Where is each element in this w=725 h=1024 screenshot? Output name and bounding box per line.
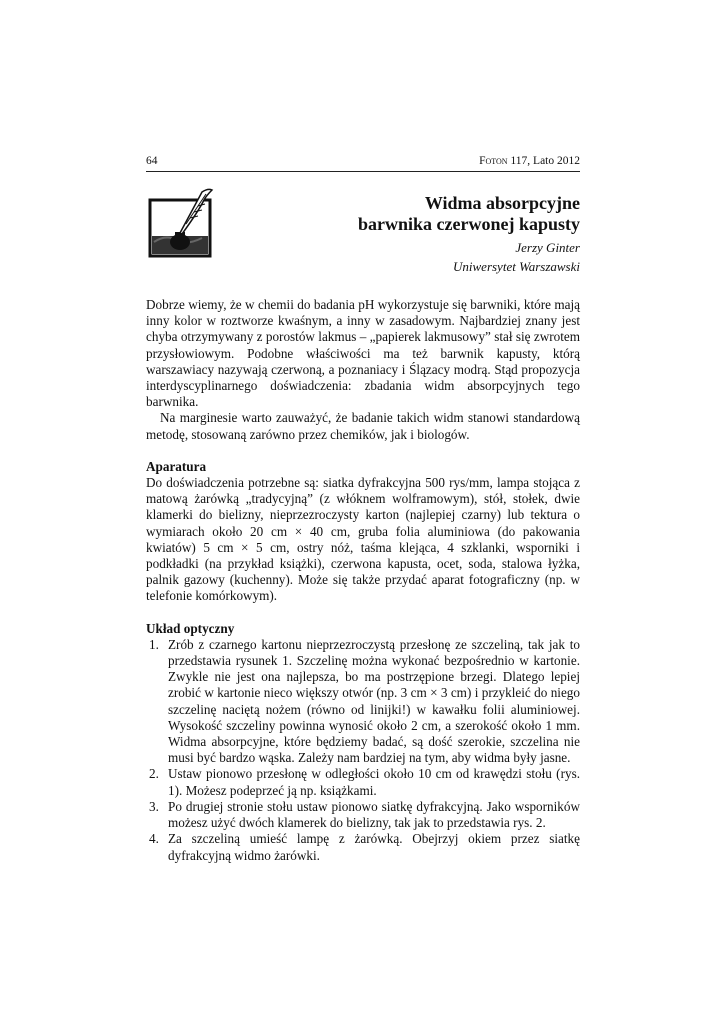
- author-block: [453, 238, 580, 276]
- list-item-text: Zrób z czarnego kartonu nieprzezroczystą przesłonę ze szczeliną, tak jak to przedstawia rysunek 1. Szczelinę można wykonać bezpośrednio w kartonie. Zwykle nie jest ona najlepsza, bo ma postrzępione brzegi. Dlatego lepiej zrobić w kartonie nieco większy otwór (np. 3 cm × 3 cm) i przykleić do niego szczelinę naciętą nożem (równo od linijki!) w kawałku folii aluminiowej. Wysokość szczeliny powinna wynosić około 2 cm, a szerokość około 1 mm. Widma absorpcyjne, które będziemy badać, są dość szerokie, szczelina nie musi być bardzo wąska. Zależy nam bardziej na tym, aby widma były jasne.: [168, 636, 580, 766]
- title-line-1: Widma absorpcyjne: [424, 193, 580, 213]
- list-item-text: Za szczeliną umieść lampę z żarówką. Obejrzyj okiem przez siatkę dyfrakcyjną widmo żarówki.: [168, 831, 580, 863]
- list-item-number: 4.: [149, 831, 159, 847]
- list-item-text: Ustaw pionowo przesłonę w odległości około 10 cm od krawędzi stołu (rys. 1). Możesz podeprzeć ją np. książkami.: [168, 766, 580, 798]
- quill-inkwell-icon: [146, 186, 216, 260]
- intro-paragraph-2: Na marginesie warto zauważyć, że badanie takich widm stanowi standardową metodę, stosowaną zarówno przez chemików, jak i biologów.: [146, 410, 580, 442]
- author-affiliation: Uniwersytet Warszawski: [453, 259, 580, 274]
- journal-name: Foton: [479, 155, 508, 167]
- section-heading-optics: Układ optyczny: [146, 620, 235, 636]
- list-item-number: 3.: [149, 798, 159, 814]
- list-item-text: Po drugiej stronie stołu ustaw pionowo siatkę dyfrakcyjną. Jako wsporników możesz użyć dwóch klamerek do bielizny, tak jak to przedstawia rys. 2.: [168, 798, 580, 831]
- page-number: 64: [146, 155, 158, 167]
- running-header: [146, 155, 580, 172]
- list-item-number: 1.: [149, 636, 159, 652]
- section-heading-apparatus: Aparatura: [146, 458, 207, 474]
- article-title: [358, 193, 580, 235]
- list-item: [146, 799, 580, 831]
- intro-paragraph-1: Dobrze wiemy, że w chemii do badania pH wykorzystuje się barwniki, które mają inny kolor w roztworze kwaśnym, a inny w zasadowym. Najbardziej znany jest chyba otrzymywany z porostów lakmus – „papierek lakmusowy” stał się zwrotem przysłowiowym. Podobne właściwości ma też barwnik kapusty, którą warszawiacy nazywają czerwoną, a poznaniacy i Ślązacy modrą. Stąd propozycja interdyscyplinarnego doświadczenia: zbadania widm absorpcyjnych tego barwnika.: [146, 297, 580, 410]
- apparatus-paragraph: Do doświadczenia potrzebne są: siatka dyfrakcyjna 500 rys/mm, lampa stojąca z matową żarówką „tradycyjną” (z włóknem wolframowym), stół, stołek, dwie klamerki do bielizny, nieprzezroczysty karton (najlepiej czarny) lub tektura o wymiarach około 20 cm × 40 cm, gruba folia aluminiowa (do pakowania kwiatów) 5 cm × 5 cm, ostry nóż, taśma klejąca, 4 szklanki, wsporniki i podkładki (na przykład książki), czerwona kapusta, ocet, soda, stalowa łyżka, palnik gazowy (kuchenny). Może się także przydać aparat fotograficzny (np. w telefonie komórkowym).: [146, 475, 580, 604]
- title-line-2: barwnika czerwonej kapusty: [357, 214, 580, 234]
- journal-reference: [479, 155, 580, 167]
- issue-label: 117, Lato 2012: [510, 155, 580, 167]
- article-body: [146, 297, 580, 864]
- list-item: [146, 766, 580, 798]
- list-item-number: 2.: [149, 766, 159, 782]
- optics-steps-list: [146, 637, 580, 864]
- list-item: [146, 831, 580, 863]
- author-name: Jerzy Ginter: [515, 240, 580, 255]
- list-item: [146, 637, 580, 767]
